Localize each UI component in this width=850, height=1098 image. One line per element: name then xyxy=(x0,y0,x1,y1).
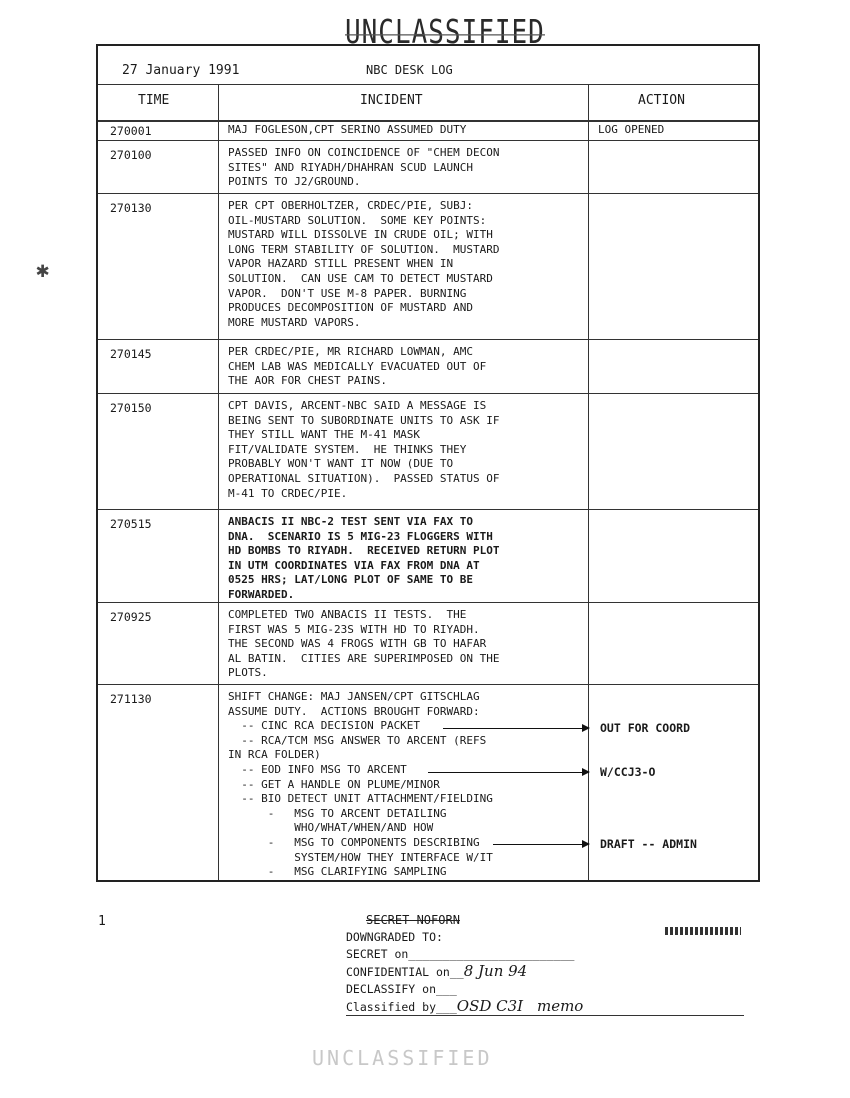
row-time: 270515 xyxy=(110,517,152,531)
classified-by-line: Classified by___ xyxy=(346,1000,457,1014)
table-row xyxy=(98,509,758,603)
row-time: 270145 xyxy=(110,347,152,361)
action-out-for-coord: OUT FOR COORD xyxy=(600,721,691,735)
column-header-action: ACTION xyxy=(638,93,685,108)
row-incident: COMPLETED TWO ANBACIS II TESTS. THE FIRST WAS 5 MIG-23S WITH HD TO RIYADH. THE SECOND WAS 4 FROGS WITH GB TO HAFAR AL BATIN. CITIES ARE SUPERIMPOSED ON THE PLOTS. xyxy=(228,608,500,680)
row-time: 270001 xyxy=(110,124,152,138)
table-row xyxy=(98,193,758,340)
declassify-on-line: DECLASSIFY on___ xyxy=(346,982,457,996)
table-row xyxy=(98,393,758,510)
column-header-incident: INCIDENT xyxy=(360,93,423,108)
row-time: 270100 xyxy=(110,148,152,162)
declassification-block xyxy=(346,912,583,1016)
row-incident: PER CPT OBERHOLTZER, CRDEC/PIE, SUBJ: OIL-MUSTARD SOLUTION. SOME KEY POINTS: MUSTARD WILL DISSOLVE IN CRUDE OIL; WITH LONG TERM STABILITY OF SOLUTION. MUSTARD VAPOR HAZARD STILL PRESENT WHEN IN SOLUTION. CAN USE CAM TO DETECT MUSTARD VAPOR. DON'T USE M-8 PAPER. BURNING PRODUCES DECOMPOSITION OF MUSTARD AND MORE MUSTARD VAPORS. xyxy=(228,199,500,329)
row-incident: PASSED INFO ON COINCIDENCE OF "CHEM DECON SITES" AND RIYADH/DHAHRAN SCUD LAUNCH POINTS TO J2/GROUND. xyxy=(228,146,500,189)
margin-star-mark: ✱ xyxy=(36,258,50,283)
row-time: 271130 xyxy=(110,692,152,706)
table-row xyxy=(98,339,758,394)
row-incident: CPT DAVIS, ARCENT-NBC SAID A MESSAGE IS BEING SENT TO SUBORDINATE UNITS TO ASK IF THEY STILL WANT THE M-41 MASK FIT/VALIDATE SYSTEM. HE THINKS THEY PROBABLY WON'T WANT IT NOW (DUE TO OPERATIONAL SITUATION). PASSED STATUS OF M-41 TO CRDEC/PIE. xyxy=(228,399,500,500)
action-ccj3: W/CCJ3-O xyxy=(600,765,656,779)
action-draft-admin: DRAFT -- ADMIN xyxy=(600,837,697,851)
page-number: 1 xyxy=(98,914,106,929)
classification-stamp-top: UNCLASSIFIED xyxy=(345,14,545,52)
redaction-scribble xyxy=(665,927,741,935)
classification-stamp-bottom: UNCLASSIFIED xyxy=(312,1046,493,1070)
handwritten-date: 8 Jun 94 xyxy=(463,962,528,980)
row-time: 270150 xyxy=(110,401,152,415)
log-date: 27 January 1991 xyxy=(122,63,240,78)
arrow-to-coord xyxy=(443,728,588,729)
nbc-desk-log-table xyxy=(96,44,760,882)
arrow-to-draft xyxy=(493,844,588,845)
row-incident: MAJ FOGLESON,CPT SERINO ASSUMED DUTY xyxy=(228,123,467,136)
secret-on-line: SECRET on________________________ xyxy=(346,947,575,961)
handwritten-memo: memo xyxy=(536,997,584,1015)
column-headers xyxy=(98,84,758,122)
signature-underline xyxy=(346,1015,744,1016)
log-header xyxy=(98,46,758,85)
secret-noforn-marking: SECRET NOFORN xyxy=(366,913,460,927)
table-row xyxy=(98,684,758,880)
row-time: 270925 xyxy=(110,610,152,624)
row-time: 270130 xyxy=(110,201,152,215)
table-row xyxy=(98,140,758,194)
row-incident: SHIFT CHANGE: MAJ JANSEN/CPT GITSCHLAG ASSUME DUTY. ACTIONS BROUGHT FORWARD: -- CINC RCA DECISION PACKET -- RCA/TCM MSG ANSWER TO ARCENT (REFS IN RCA FOLDER) -- EOD INFO MSG TO ARCENT -- GET A HANDLE ON PLUME/MINOR -- BIO DETECT UNIT ATTACHMENT/FIELDING - MSG TO ARCENT DETAILING WHO/WHAT/WHEN/AND HOW - MSG TO COMPONENTS DESCRIBING SYSTEM/HOW THEY INTERFACE W/IT - MSG CLARIFYING SAMPLING xyxy=(228,690,493,879)
log-title: NBC DESK LOG xyxy=(366,63,453,77)
column-header-time: TIME xyxy=(138,93,170,108)
row-incident: PER CRDEC/PIE, MR RICHARD LOWMAN, AMC CHEM LAB WAS MEDICALLY EVACUATED OUT OF THE AOR FOR CHEST PAINS. xyxy=(228,345,487,388)
table-row xyxy=(98,120,758,141)
downgraded-to-line: DOWNGRADED TO: xyxy=(346,930,443,944)
arrow-to-ccj3 xyxy=(428,772,588,773)
row-incident: ANBACIS II NBC-2 TEST SENT VIA FAX TO DNA. SCENARIO IS 5 MIG-23 FLOGGERS WITH HD BOMBS TO RIYADH. RECEIVED RETURN PLOT IN UTM COORDINATES VIA FAX FROM DNA AT 0525 HRS; LAT/LONG PLOT OF SAME TO BE FORWARDED. xyxy=(228,515,500,601)
row-action: LOG OPENED xyxy=(598,123,665,136)
handwritten-authority: OSD C3I xyxy=(456,997,524,1015)
confidential-on-line: CONFIDENTIAL on__ xyxy=(346,965,464,979)
table-row xyxy=(98,602,758,685)
